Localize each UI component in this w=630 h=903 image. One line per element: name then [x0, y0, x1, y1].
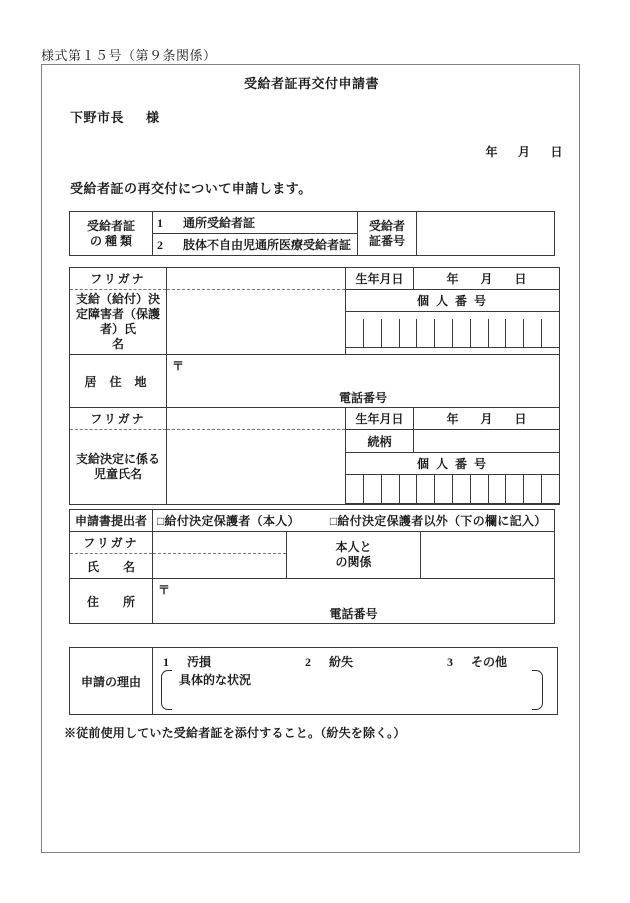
guardian-birth-month: 月: [480, 272, 493, 286]
mynumber-digit-cell[interactable]: [488, 319, 506, 348]
child-name-input[interactable]: [167, 430, 346, 505]
mynumber-digit-cell[interactable]: [470, 319, 488, 348]
addressee-line: [70, 107, 160, 126]
submitter-relation-input[interactable]: [421, 532, 555, 579]
date-year-label: 年: [485, 145, 498, 159]
mynumber-digit-cell[interactable]: [399, 319, 417, 348]
date-line: [485, 143, 563, 160]
addressee-name: 下野市長: [70, 110, 125, 125]
page-title: 受給者証再交付申請書: [243, 76, 379, 91]
certificate-type-option2-text: 肢体不自由児通所医療受給者証: [183, 238, 352, 252]
mynumber-digit-cell[interactable]: [363, 475, 381, 504]
bracket-left-icon: [161, 670, 172, 710]
mynumber-digit-cell[interactable]: [435, 319, 453, 348]
form-outer-frame: [41, 64, 580, 853]
submitter-header-label: 申請書提出者: [70, 510, 153, 532]
bracket-right-icon: [532, 670, 543, 710]
guardian-mynumber-grid: [346, 319, 559, 348]
mynumber-digit-cell[interactable]: [470, 475, 488, 504]
mynumber-digit-cell[interactable]: [506, 319, 524, 348]
guardian-birthdate-input[interactable]: [414, 268, 560, 290]
applicant-details-table: [69, 267, 560, 505]
table-row: [70, 290, 560, 312]
table-row: [70, 355, 560, 408]
reason-option2-text[interactable]: 紛失: [329, 655, 354, 669]
child-birth-month: 月: [480, 412, 493, 426]
mynumber-digit-cell[interactable]: [488, 475, 506, 504]
child-mynumber-label: 個 人 番 号: [346, 453, 560, 475]
certificate-number-value: [417, 232, 554, 236]
table-row: [70, 532, 555, 554]
submitter-furigana-input[interactable]: [153, 532, 287, 554]
reason-options: [163, 653, 543, 670]
child-name-label: 支給決定に係る 児童氏名: [70, 430, 167, 505]
form-inner-area: [42, 65, 581, 854]
submitter-table: [69, 509, 555, 624]
table-row: [70, 212, 555, 234]
certificate-type-option1-cell[interactable]: [153, 212, 358, 234]
mynumber-digit-cell[interactable]: [524, 475, 542, 504]
table-row: [70, 579, 555, 624]
mynumber-digit-cell[interactable]: [417, 319, 435, 348]
reason-option3-num: 3: [447, 655, 453, 669]
certificate-type-table: [69, 211, 555, 256]
child-mynumber-grid: [346, 475, 559, 504]
mynumber-digit-cell[interactable]: [452, 475, 470, 504]
certificate-type-label-cell: [70, 212, 153, 256]
form-number: 様式第１５号（第９条関係）: [41, 48, 217, 63]
postal-mark-icon: 〒: [158, 583, 171, 597]
child-birth-year: 年: [446, 412, 459, 426]
submitter-address-input[interactable]: [153, 579, 555, 624]
certificate-type-option2-num: 2: [157, 238, 163, 252]
guardian-name-input[interactable]: [167, 290, 346, 355]
submitter-type-choices[interactable]: [153, 510, 555, 532]
mynumber-digit-cell[interactable]: [542, 475, 559, 504]
child-furigana-label: フリガナ: [70, 408, 167, 430]
certificate-type-label-line2: の 種 類: [89, 233, 132, 248]
mynumber-digit-cell[interactable]: [542, 319, 559, 348]
table-row: [70, 408, 560, 430]
guardian-birth-year: 年: [446, 272, 459, 286]
guardian-mynumber-label: 個 人 番 号: [346, 290, 560, 312]
table-row: [70, 268, 560, 290]
certificate-type-option2-cell[interactable]: [153, 234, 358, 256]
child-relation-label: 続柄: [346, 430, 414, 453]
reason-detail-bracket: [161, 670, 543, 710]
date-day-label: 日: [550, 145, 563, 159]
guardian-furigana-input[interactable]: [167, 268, 346, 290]
mynumber-digit-cell[interactable]: [346, 475, 363, 504]
reason-option3-text[interactable]: その他: [471, 655, 508, 669]
mynumber-digit-cell[interactable]: [346, 319, 363, 348]
child-birth-day: 日: [514, 412, 527, 426]
submitter-checkbox-self[interactable]: □給付決定保護者（本人）: [157, 514, 300, 528]
submitter-furigana-label: フリガナ: [70, 532, 153, 554]
mynumber-digit-cell[interactable]: [452, 319, 470, 348]
guardian-mynumber-grid-cell: [346, 312, 560, 355]
postal-mark-icon: 〒: [172, 359, 185, 373]
reason-option1-text[interactable]: 汚損: [187, 655, 212, 669]
mynumber-digit-cell[interactable]: [381, 319, 399, 348]
submitter-relation-label: 本人と の関係: [287, 532, 421, 579]
table-row: [70, 430, 560, 453]
mynumber-digit-cell[interactable]: [506, 475, 524, 504]
mynumber-row: [346, 475, 559, 504]
child-birthdate-input[interactable]: [414, 408, 560, 430]
addressee-honorific: 様: [146, 110, 160, 125]
certificate-type-option1-num: 1: [157, 216, 163, 230]
guardian-tel-label: 電話番号: [338, 391, 387, 405]
intro-sentence: 受給者証の再交付について申請します。: [70, 181, 312, 196]
table-row: [70, 648, 558, 715]
mynumber-digit-cell[interactable]: [381, 475, 399, 504]
table-row: [70, 510, 555, 532]
reason-option2-num: 2: [305, 655, 311, 669]
guardian-address-label: 居 住 地: [70, 355, 167, 408]
submitter-tel-label: 電話番号: [329, 607, 378, 621]
mynumber-digit-cell[interactable]: [435, 475, 453, 504]
certificate-number-label-line2: 証番号: [368, 233, 405, 248]
child-relation-input[interactable]: [414, 430, 560, 453]
guardian-furigana-label: フリガナ: [70, 268, 167, 290]
reason-table: [69, 647, 558, 715]
child-furigana-input[interactable]: [167, 408, 346, 430]
mynumber-row: [346, 319, 559, 348]
guardian-address-input[interactable]: [167, 355, 560, 408]
mynumber-digit-cell[interactable]: [399, 475, 417, 504]
child-mynumber-grid-cell: [346, 475, 560, 505]
date-month-label: 月: [517, 145, 531, 159]
certificate-number-label-cell: [358, 212, 417, 256]
guardian-birthdate-label: 生年月日: [346, 268, 414, 290]
certificate-type-label-line1: 受給者証: [86, 218, 135, 233]
guardian-birth-day: 日: [514, 272, 527, 286]
reason-detail-label: 具体的な状況: [179, 673, 252, 687]
certificate-number-label-line1: 受給者: [368, 218, 405, 233]
reason-option1-num: 1: [163, 655, 169, 669]
child-birthdate-label: 生年月日: [346, 408, 414, 430]
submitter-checkbox-other[interactable]: □給付決定保護者以外（下の欄に記入）: [329, 514, 547, 528]
footnote: ※従前使用していた受給者証を添付すること。（紛失を除く。）: [64, 726, 406, 740]
certificate-type-option1-text: 通所受給者証: [183, 216, 256, 230]
certificate-number-value-cell[interactable]: [417, 212, 555, 256]
mynumber-digit-cell[interactable]: [363, 319, 381, 348]
reason-body-cell[interactable]: [153, 648, 558, 715]
submitter-name-label: 氏 名: [70, 554, 153, 579]
reason-label: 申請の理由: [70, 648, 153, 715]
mynumber-digit-cell[interactable]: [417, 475, 435, 504]
submitter-name-input[interactable]: [153, 554, 287, 579]
mynumber-digit-cell[interactable]: [524, 319, 542, 348]
submitter-address-label: 住 所: [70, 579, 153, 624]
guardian-name-label: 支給（給付）決 定障害者（保護 者）氏 名: [70, 290, 167, 355]
